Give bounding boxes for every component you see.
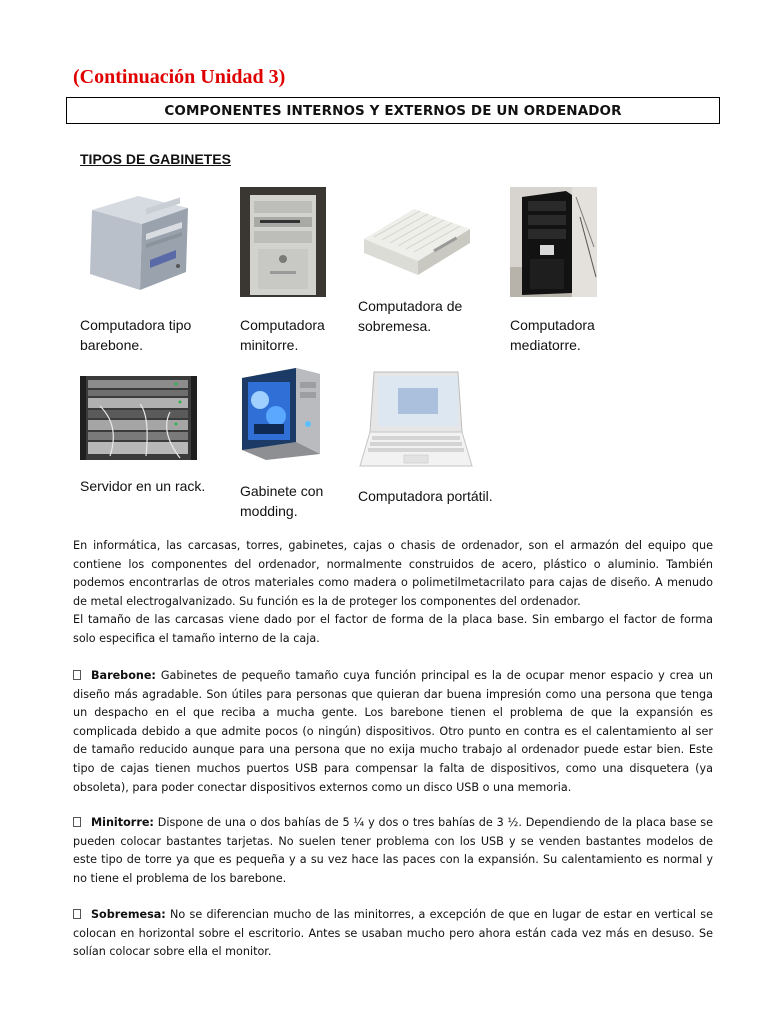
barebone-text: Gabinetes de pequeño tamaño cuya función principal es la de ocupar menor espacio y crea un diseño más agradable. Son útiles para personas que quieran dar buena impresión como una persona que tenga un despacho en el que reciba a mucha gente. Los barebone tienen el problema de que la expansión es complicada debido a que admite pocos (o ningún) dispositivos. Otro punto en contra es el calentamiento al ser de tamaño reducido aunque para una persona que no exija mucho trabajo al ordenador puede estar bien. Este tipo de cajas tienen muchos puertos USB para compensar la falta de dispositivos, como una disquetera (ya obsoleta), para poder conectar dispositivos externos como un disco USB o una memoria. [73, 669, 713, 794]
main-title-box [66, 97, 720, 124]
caption-barebone: Computadora tipo barebone. [80, 317, 192, 353]
bullet-icon [73, 817, 81, 827]
sobremesa-paragraph [73, 906, 713, 962]
intro-paragraph [73, 537, 713, 649]
minitower-case-photo [240, 187, 326, 297]
sobremesa-text: No se diferencian mucho de las minitorres, a excepción de que en lugar de estar en vertical se colocan en horizontal sobre el escritorio. Antes se usaban mucho pero ahora están cada vez más en desuso. Se solían colocar sobre ella el monitor. [73, 908, 713, 959]
bullet-icon [73, 670, 81, 680]
caption-modding: Gabinete con modding. [240, 483, 324, 519]
laptop-photo [358, 368, 474, 472]
minitorre-paragraph [73, 814, 713, 888]
caption-server-rack: Servidor en un rack. [80, 478, 206, 494]
sobremesa-term: Sobremesa: [91, 908, 166, 921]
minitorre-term: Minitorre: [91, 816, 154, 829]
modding-case-photo [240, 364, 323, 460]
desktop-case-photo [358, 199, 474, 284]
intro-text: En informática, las carcasas, torres, gabinetes, cajas o chasis de ordenador, son el armazón del equipo que contiene los componentes del ordenador, normalmente construidos de acero, plástico o aluminio. También podemos encontrarlas de otros materiales como madera o polimetilmetacrilato para cajas de diseño. A menudo de metal electrogalvanizado. Su función es la de proteger los componentes del ordenador. [73, 539, 713, 608]
main-title: COMPONENTES INTERNOS Y EXTERNOS DE UN ORDENADOR [164, 102, 622, 119]
midtower-case-photo [510, 187, 597, 297]
barebone-case-photo [80, 188, 196, 296]
intro-text-2: El tamaño de las carcasas viene dado por el factor de forma de la placa base. Sin embargo el factor de forma solo especifica el tamaño interno de la caja. [73, 613, 713, 645]
bullet-icon [73, 909, 81, 919]
unit-title: (Continuación Unidad 3) [73, 66, 286, 88]
caption-midtower: Computadora mediatorre. [510, 317, 595, 353]
minitorre-text: Dispone de una o dos bahías de 5 ¼ y dos o tres bahías de 3 ½. Dependiendo de la placa base se pueden colocar bastantes tarjetas. No suelen tener problema con los USB y se venden bastantes modelos de este tipo de torre ya que es pequeña y a su vez hace las paces con la expansión. Su calentamiento es normal y no tiene el problema de los barebone. [73, 816, 713, 885]
caption-desktop: Computadora de sobremesa. [358, 298, 463, 334]
barebone-paragraph [73, 667, 713, 797]
caption-laptop: Computadora portátil. [358, 488, 493, 504]
server-rack-photo [80, 376, 197, 460]
barebone-term: Barebone: [91, 669, 156, 682]
caption-minitower: Computadora minitorre. [240, 317, 325, 353]
section-heading: TIPOS DE GABINETES [80, 151, 231, 167]
